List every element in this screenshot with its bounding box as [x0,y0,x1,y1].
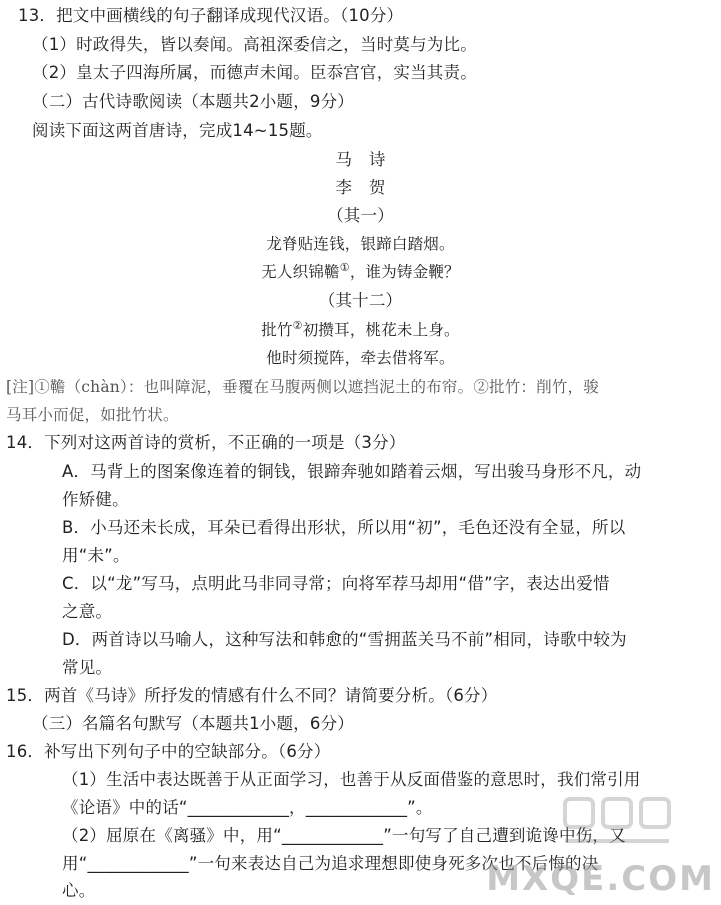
section-2-intro: 阅读下面这两首唐诗，完成14~15题。 [32,121,323,140]
poem-author: 李 贺 [335,178,386,197]
poem-part-2-line-2: 他时须搅阵，牵去借将军。 [266,349,455,367]
q14-option-a-1: A．马背上的图案像连着的铜钱，银蹄奔驰如踏着云烟，写出骏马身形不凡，动 [62,462,642,481]
q14-option-d-2: 常见。 [62,658,113,677]
q16-item-2-line-3: 心。 [62,881,96,900]
q14-option-b-1: B．小马还未长成，耳朵已看得出形状，所以用“初”，毛色还没有全显，所以 [62,518,626,537]
q14-option-a-2: 作矫健。 [62,490,129,509]
footnote-ref-1: ① [339,261,350,274]
poem-text: 无人织锦韂 [261,263,340,281]
section-2-heading: （二）古代诗歌阅读（本题共2小题，9分） [32,92,354,111]
q16-stem: 16．补写出下列句子中的空缺部分。（6分） [6,742,331,761]
poem-text: ，谁为铸金鞭？ [349,263,460,281]
poem-text: 批竹 [261,321,293,339]
q13-sentence-2: （2）皇太子四海所属，而德声未闻。臣忝宫官，实当其责。 [32,63,477,82]
section-3-heading: （三）名篇名句默写（本题共1小题，6分） [32,714,354,733]
q15-stem: 15．两首《马诗》所抒发的情感有什么不同？请简要分析。（6分） [6,686,498,705]
q16-item-1-line-2: 《论语》中的话“____________，____________”。 [62,798,433,817]
annotation-line-2: 马耳小而促，如批竹状。 [6,406,179,424]
poem-part-2-label: （其十二） [318,291,403,310]
annotation-line-1: [注]①韂（chàn）：也叫障泥，垂覆在马腹两侧以遮挡泥土的布帘。②批竹：削竹，骏 [6,378,599,396]
poem-text: 初攒耳，桃花未上身。 [302,321,460,339]
footnote-ref-2: ② [292,319,303,332]
q16-item-2-line-2: 用“____________”一句来表达自己为追求理想即使身死多次也不后悔的决 [62,854,599,873]
poem-title: 马 诗 [335,150,386,169]
q14-option-b-2: 用“未”。 [62,546,130,565]
q14-option-c-2: 之意。 [62,602,113,621]
q13-sentence-1: （1）时政得失，皆以奏闻。高祖深委信之，当时莫与为比。 [32,35,477,54]
poem-part-1-line-2 [0,261,721,283]
q13-stem: 13．把文中画横线的句子翻译成现代汉语。（10分） [18,6,404,25]
poem-part-1-line-1: 龙脊贴连钱，银蹄白踏烟。 [266,235,455,253]
q16-item-2-line-1: （2）屈原在《离骚》中，用“____________”一句写了自己遭到诡谗中伤，又 [62,826,626,845]
q14-option-d-1: D．两首诗以马喻人，这种写法和韩愈的“雪拥蓝关马不前”相同，诗歌中较为 [62,630,627,649]
poem-part-1-label: （其一） [327,206,394,225]
watermark-text: MXQE.COM [486,859,715,899]
q16-item-1-line-1: （1）生活中表达既善于从正面学习，也善于从反面借鉴的意思时，我们常引用 [62,770,641,789]
q14-option-c-1: C．以“龙”写马，点明此马非同寻常；向将军荐马却用“借”字，表达出爱惜 [62,574,610,593]
poem-part-2-line-1 [0,319,721,341]
q14-stem: 14．下列对这两首诗的赏析，不正确的一项是（3分） [6,433,406,452]
